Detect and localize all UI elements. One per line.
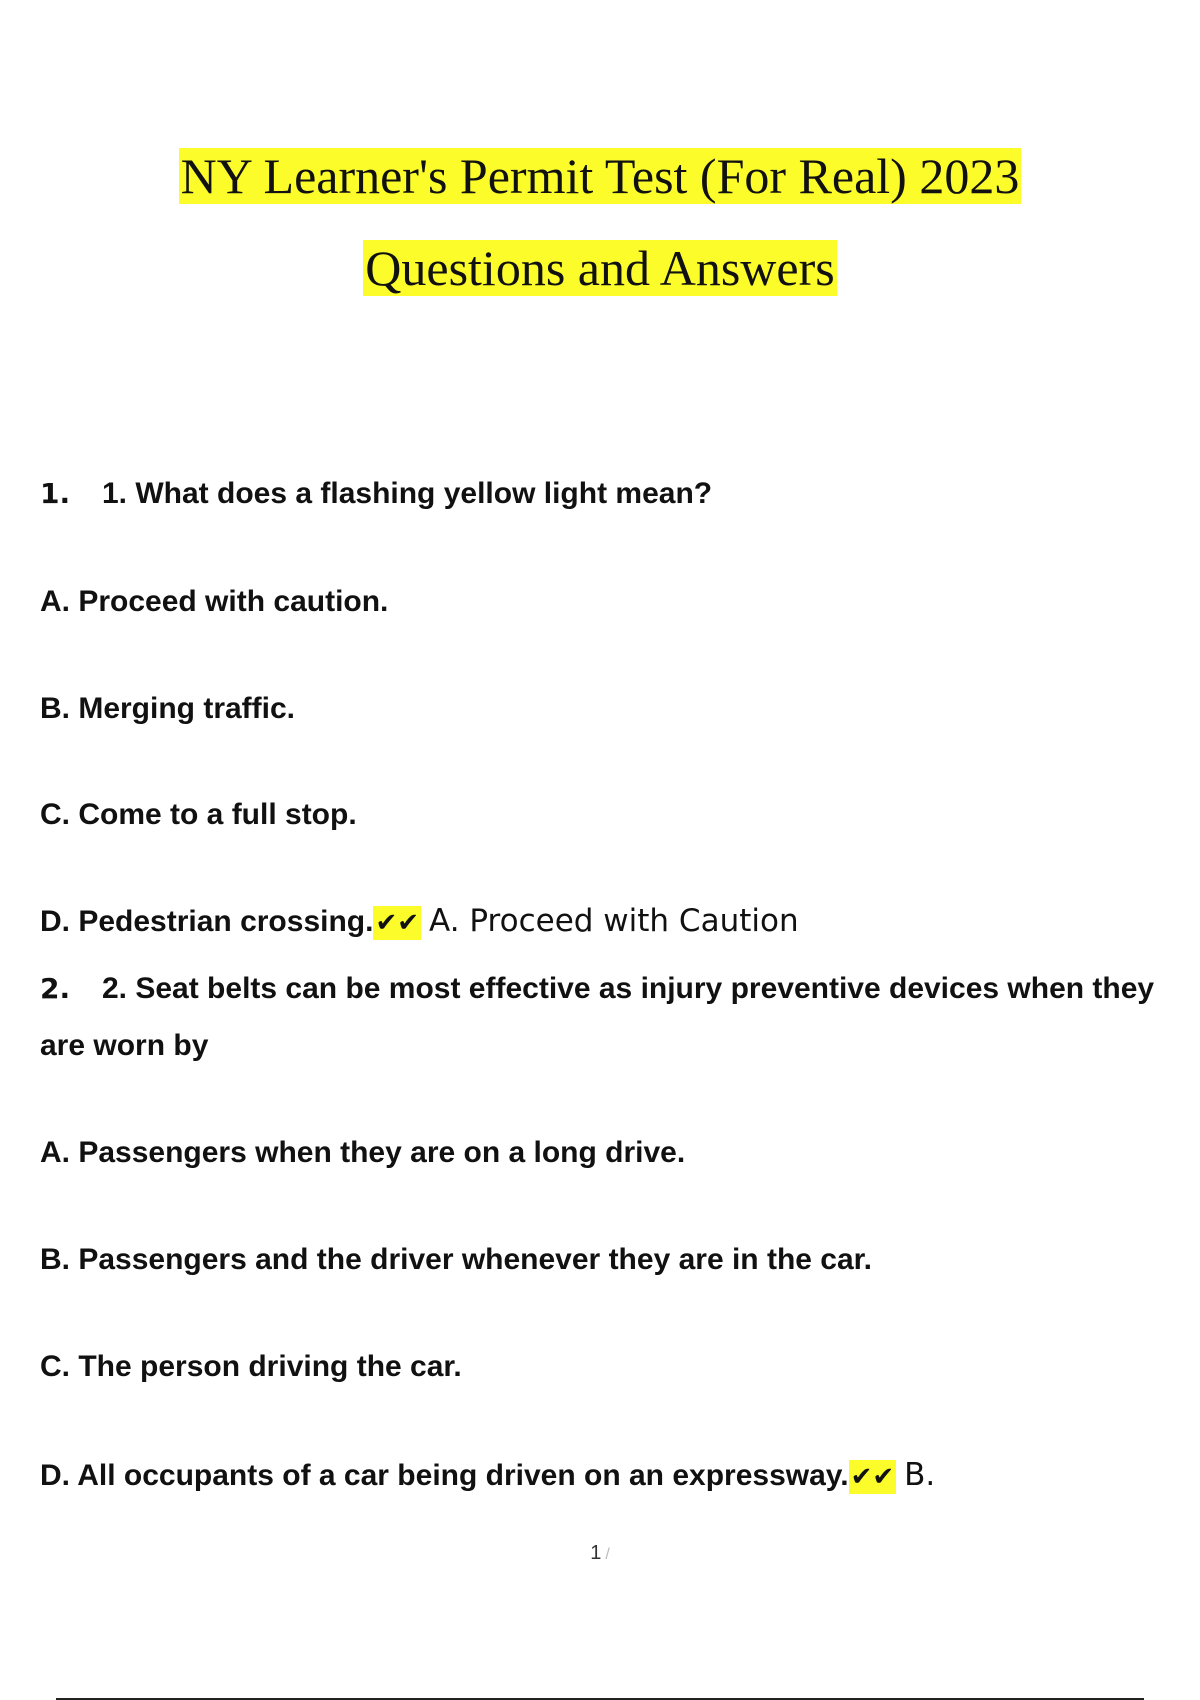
question-1-option-b: B. Merging traffic. <box>40 692 296 725</box>
answer-check-icon: ✔✔ <box>850 1462 895 1492</box>
title-highlight-1: NY Learner's Permit Test (For Real) 2023 <box>180 148 1020 204</box>
page-number-value: 1 <box>590 1542 602 1564</box>
question-1 <box>40 465 1180 522</box>
document-title-line-2 <box>0 237 1200 299</box>
question-2-text: 2. Seat belts can be most effective as injury preventive devices when they are worn by <box>40 972 1155 1062</box>
answer-check-icon: ✔✔ <box>375 908 420 938</box>
question-1-option-a: A. Proceed with caution. <box>40 585 389 618</box>
question-2-option-d <box>40 1455 1180 1497</box>
document-title-line-1 <box>0 145 1200 207</box>
question-2-option-a: A. Passengers when they are on a long drive. <box>40 1136 686 1169</box>
title-highlight-2: Questions and Answers <box>365 240 835 296</box>
question-1-option-c: C. Come to a full stop. <box>40 798 357 831</box>
question-2-option-c: C. The person driving the car. <box>40 1350 462 1383</box>
question-2-option-d-text: D. All occupants of a car being driven on an expressway. <box>40 1459 849 1492</box>
question-1-option-d <box>40 901 1180 943</box>
question-1-number: 1. <box>40 477 71 510</box>
page-number <box>0 1542 1200 1565</box>
question-2 <box>40 960 1180 1074</box>
question-1-answer: A. Proceed with Caution <box>429 903 799 939</box>
page-number-separator: / <box>605 1546 610 1563</box>
question-1-text: 1. What does a flashing yellow light mean? <box>102 477 713 510</box>
question-2-answer: B. <box>904 1457 936 1493</box>
question-2-number: 2. <box>40 972 71 1005</box>
question-1-option-d-text: D. Pedestrian crossing. <box>40 905 374 938</box>
question-2-option-b: B. Passengers and the driver whenever they are in the car. <box>40 1243 873 1276</box>
